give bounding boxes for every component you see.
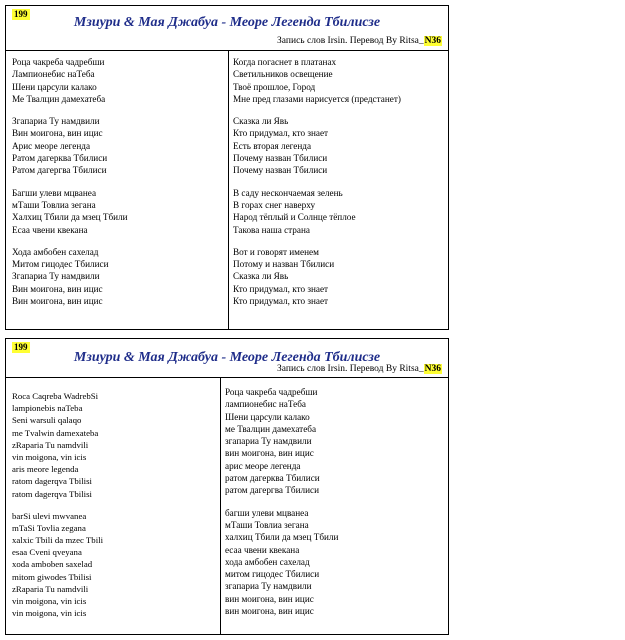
credits-number: N36 [424,36,441,46]
lyric-line: esaa Cveni qveyana [12,547,82,558]
lyric-line: vin moigona, vin icis [12,596,87,606]
lyric-line: Есть вторая легенда [233,140,312,151]
credits-text: Запись слов Irsin. Перевод By Ritsa_ [277,364,424,374]
lyric-line: Роца чакреба чадребши [12,57,105,67]
lyric-line: barSi ulevi mwvanea [12,510,87,521]
stanza-gap [233,177,401,187]
lyric-line: Згапариа Ту намдвили [12,116,100,127]
lyric-line: xoda amboben saxelad [12,559,93,570]
lyric-line: lampionebis naTeba [12,403,83,414]
lyric-line: zRaparia Tu namdvili [12,583,89,594]
lyric-line: ратом дагерква Тбилиси [225,473,320,484]
lyrics-card-cyrillic [5,5,449,330]
lyric-line: халхиц Тбили да мзец Тбили [225,532,339,543]
lyric-line: В саду нескончаемая зелень [233,187,343,198]
credits-line [277,364,442,374]
lyric-line: xalxic Tbili da mzec Tbili [12,535,104,546]
column-divider [220,377,221,634]
lyric-line: Халхиц Тбили да мзец Тбили [12,212,128,223]
lyric-line: Шени царсули калако [225,411,310,422]
lyric-line: Почему назван Тбилиси [233,153,328,164]
lyric-line: Почему назван Тбилиси [233,165,328,176]
lyric-line: Хода амбобен сахелад [12,246,99,257]
lyric-line: ratom dagerqva Tbilisi [12,488,92,499]
stanza-gap [12,177,128,187]
credits-line [277,36,442,46]
lyric-line: Сказка ли Явь [233,271,289,282]
lyric-line: Светильников освещение [233,69,333,80]
translation-column [233,56,401,307]
lyric-line: zRaparia Tu namdvili [12,439,89,450]
song-title: Мзиури & Мая Джабуа - Меоре Легенда Тбилисзе [73,15,381,30]
lyric-line: Есаа чвени квекана [12,224,88,235]
lyric-line: Ратом дагергва Тбилиси [12,165,107,176]
lyric-line: ме Твалцин дамехатеба [225,423,317,434]
lyric-line: вин моигона, вин ицис [225,593,314,604]
lyric-line: Seni warsuli qalaqo [12,415,82,426]
stanza-gap [233,105,401,115]
card-number: 199 [14,342,28,352]
column-divider [228,50,229,329]
lyric-line: В горах снег наверху [233,199,316,210]
lyric-line: арис меоре легенда [225,460,301,471]
lyric-line: ратом дагергва Тбилиси [225,485,319,496]
lyric-line: есаа чвени квекана [225,544,300,555]
lyric-line: згапариа Ту намдвили [225,436,312,447]
header-divider [6,377,448,378]
lyric-line: Ратом дагерква Тбилиси [12,153,108,164]
lyric-line: Арис меоре легенда [12,140,91,151]
lyric-line: Вин моигона, вин ицис [12,283,103,294]
lyric-line: ratom dagerqva Tbilisi [12,476,92,487]
original-lyrics-column [12,56,128,307]
lyric-line: митом гицодес Тбилиси [225,569,320,580]
lyric-line: me Tvalwin damexateba [12,427,99,438]
lyric-line: Сказка ли Явь [233,116,289,127]
lyric-line: Мне пред глазами нарисуется (предстанет) [233,93,401,104]
stanza-gap [12,105,128,115]
lyric-line: хода амбобен сахелад [225,556,310,567]
lyric-line: mitom giwodes Tbilisi [12,571,92,582]
card-number: 199 [14,9,28,19]
lyric-line: Митом гицодес Тбилиси [12,259,109,270]
credits-number: N36 [424,364,441,374]
lyric-line: Когда погаснет в платанах [233,57,337,67]
lyric-line: Кто придумал, кто знает [233,296,329,307]
lyric-line: vin moigona, vin icis [12,451,87,462]
lyric-line: Такова наша страна [233,224,310,235]
credits-text: Запись слов Irsin. Перевод By Ritsa_ [277,36,424,46]
lyric-line: лампионебис наТеба [225,399,306,410]
lyric-line: мТаши Товлиа зегана [12,199,96,210]
lyric-line: мТаши Товлиа зегана [225,519,309,530]
cyrillic-lyrics-column [225,386,338,617]
lyric-line: Лампионебис наТеба [12,69,95,80]
header-divider [6,50,448,51]
lyric-line: Народ тёплый и Солнце тёплое [233,212,356,223]
lyric-line: Вот и говорят именем [233,246,319,257]
lyric-line: вин моигона, вин ицис [225,448,314,459]
lyric-line: Роца чакреба чадребши [225,387,318,397]
lyric-line: Твоё прошлое, Город [233,81,316,92]
lyric-line: Вин моигона, вин ицис [12,128,103,139]
lyric-line: багши улеви мцванеа [225,507,309,518]
lyric-line: Багши улеви мцванеа [12,187,97,198]
lyric-line: Згапариа Ту намдвили [12,271,100,282]
lyrics-card-latin [5,338,449,635]
stanza-gap [12,500,103,510]
stanza-gap [12,236,128,246]
stanza-gap [225,497,338,507]
lyric-line: aris meore legenda [12,464,79,475]
transliteration-column [12,390,103,619]
lyric-line: mTaSi Tovlia zegana [12,522,86,533]
stanza-gap [233,236,401,246]
lyric-line: вин моигона, вин ицис [225,606,314,617]
song-title: Мзиури & Мая Джабуа - Меоре Легенда Тбилисзе [73,350,381,365]
lyric-line: Roca Caqreba WadrebSi [12,391,99,401]
lyric-line: Шени царсули калако [12,81,97,92]
lyric-line: Потому и назван Тбилиси [233,259,335,270]
lyric-line: Вин моигона, вин ицис [12,296,103,307]
lyric-line: Кто придумал, кто знает [233,128,329,139]
lyric-line: Ме Твалцин дамехатеба [12,93,106,104]
lyric-line: Кто придумал, кто знает [233,283,329,294]
lyric-line: vin moigona, vin icis [12,608,87,619]
lyric-line: згапариа Ту намдвили [225,581,312,592]
